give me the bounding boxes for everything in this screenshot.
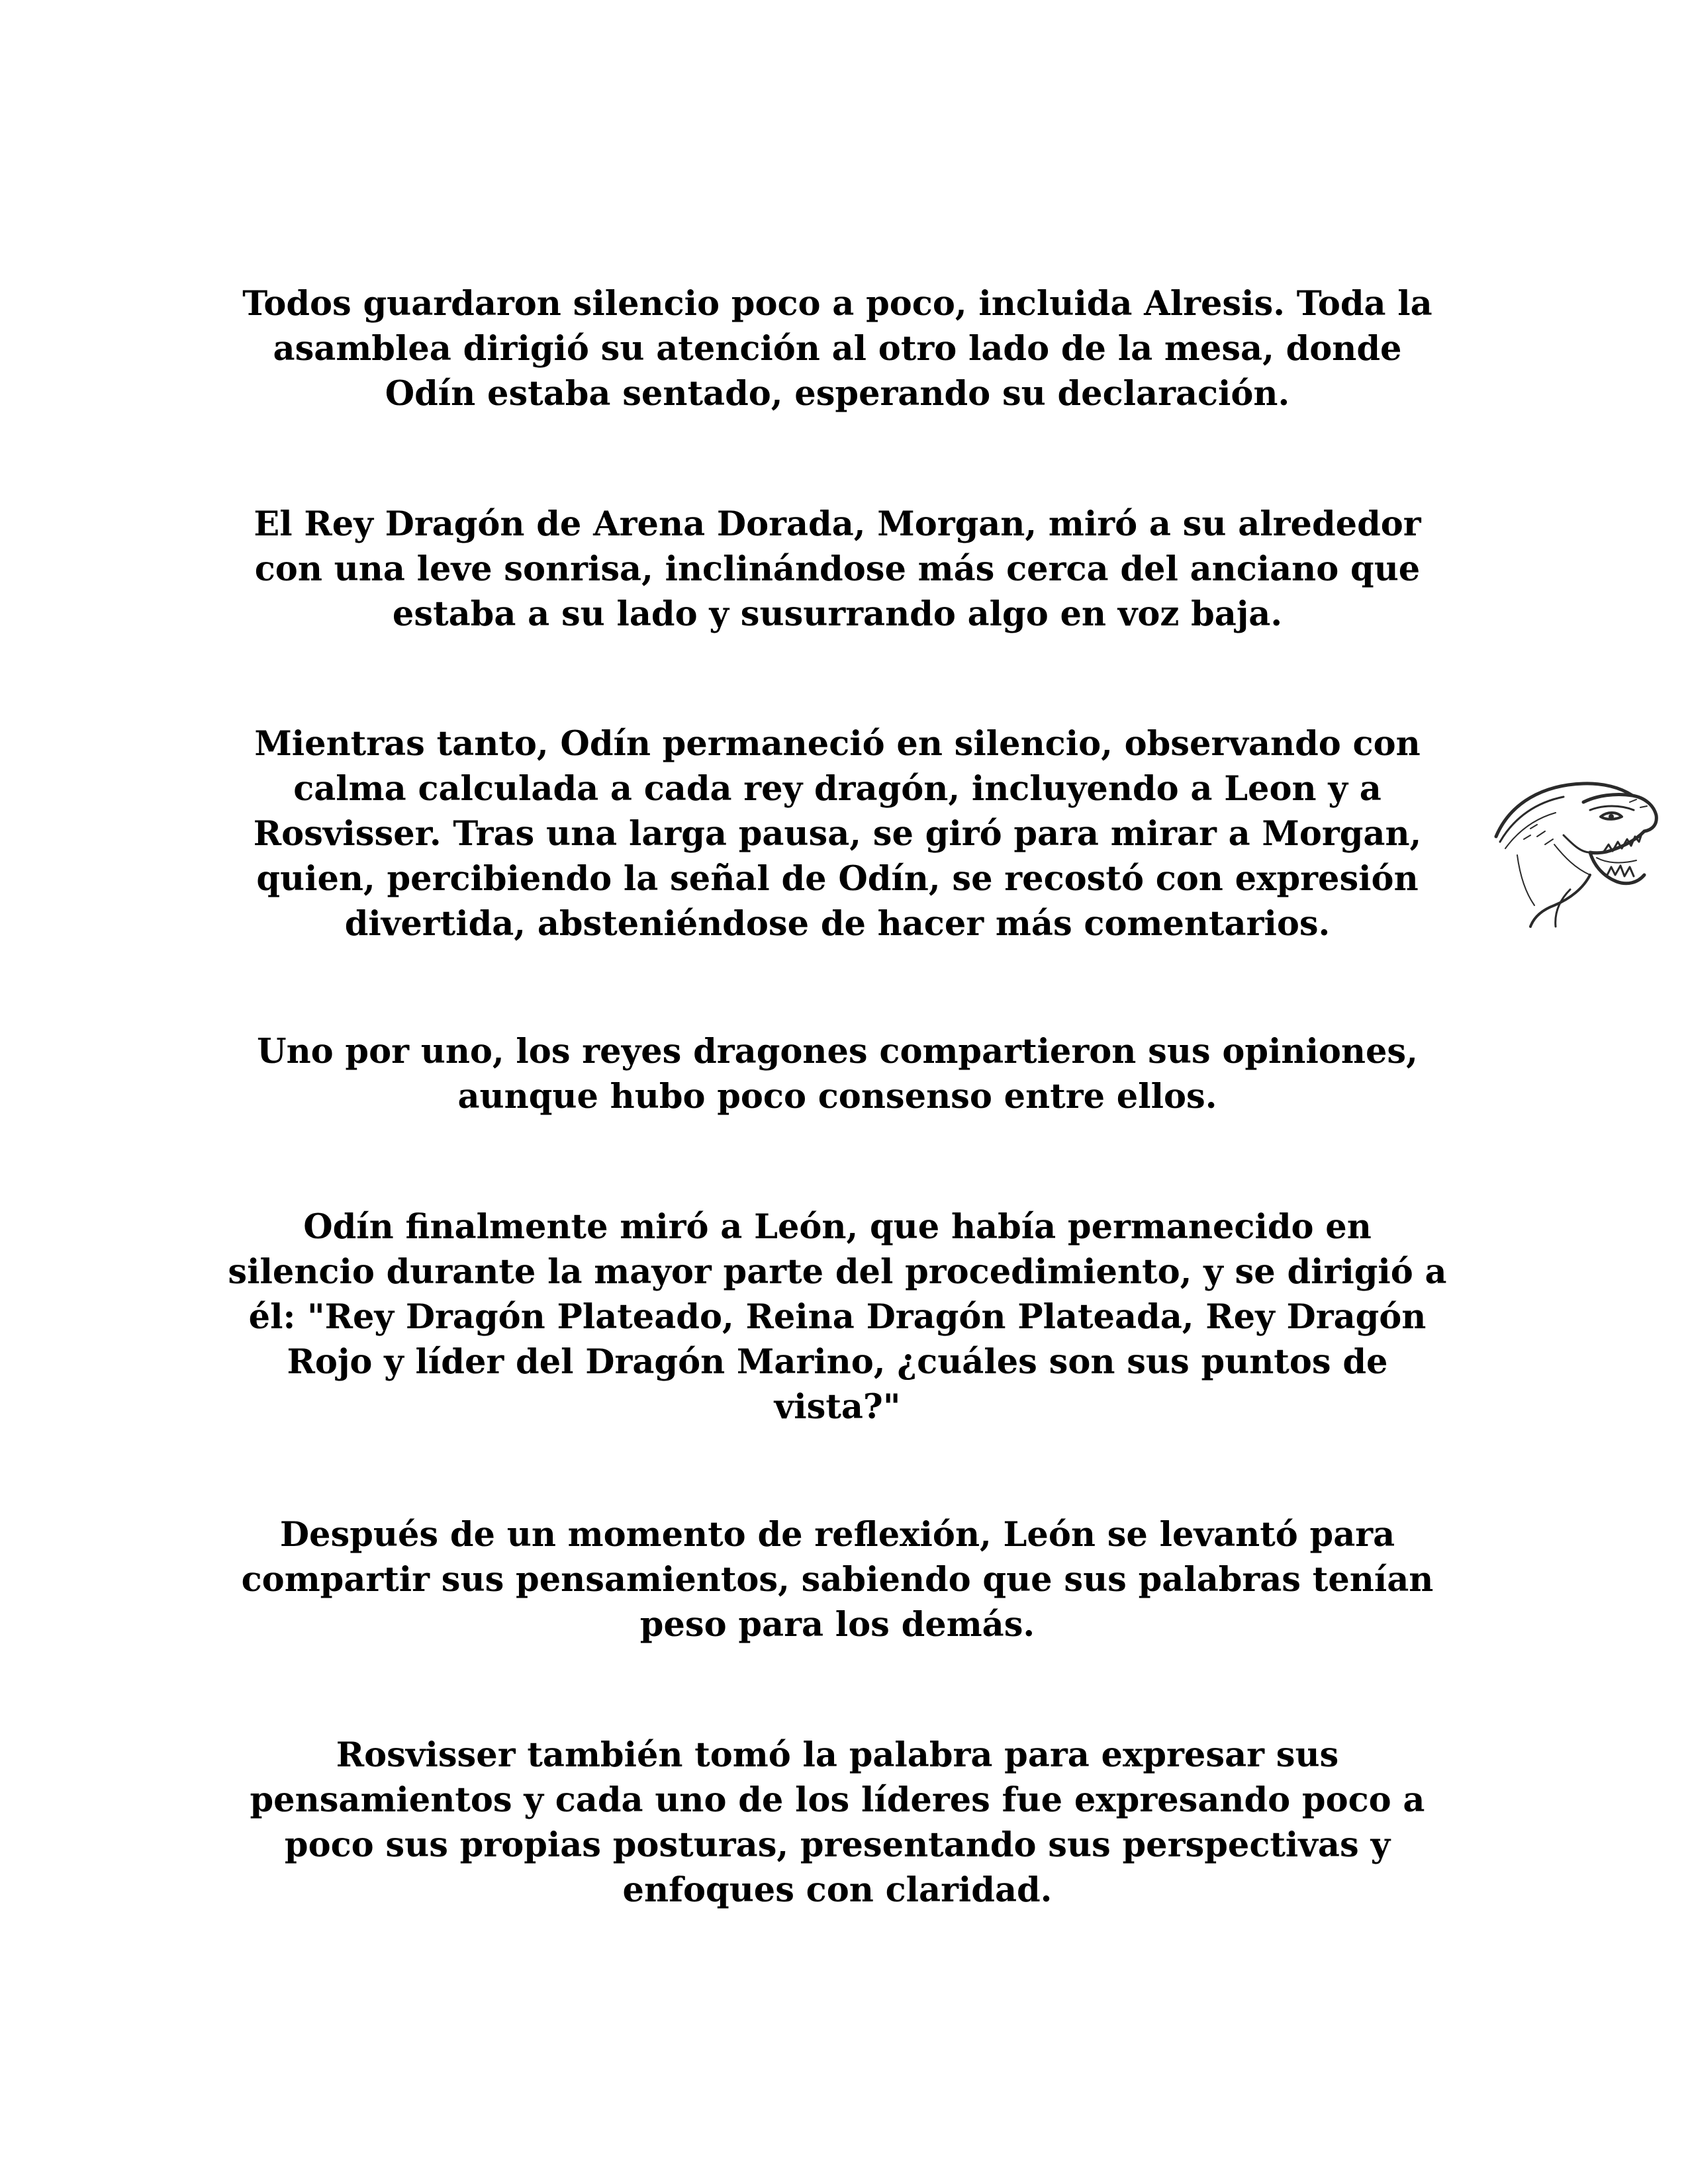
paragraph-1: Todos guardaron silencio poco a poco, incluida Alresis. Toda la asamblea dirigió su atención al otro lado de la mesa, donde Odín estaba sentado, esperando su declaración. [242, 284, 1432, 414]
paragraph-5: Odín finalmente miró a León, que había permanecido en silencio durante la mayor parte del procedimiento, y se dirigió a él: "Rey Dragón Plateado, Reina Dragón Plateada, Rey Dragón Rojo y líder del Dragón Marino, ¿cuáles son sus puntos de vista?" [228, 1207, 1447, 1427]
dragon-head-sketch-icon [1491, 776, 1664, 929]
paragraph-4: Uno por uno, los reyes dragones compartieron sus opiniones, aunque hubo poco consenso entre ellos. [257, 1032, 1418, 1116]
paragraph-2: El Rey Dragón de Arena Dorada, Morgan, miró a su alrededor con una leve sonrisa, inclinándose más cerca del anciano que estaba a su lado y susurrando algo en voz baja. [254, 504, 1421, 634]
paragraph-6: Después de un momento de reflexión, León se levantó para compartir sus pensamientos, sabiendo que sus palabras tenían peso para los demás. [241, 1515, 1434, 1645]
paragraph-3: Mientras tanto, Odín permaneció en silencio, observando con calma calculada a cada rey dragón, incluyendo a Leon y a Rosvisser. Tras una larga pausa, se giró para mirar a Morgan, quien, percibiendo la señal de Odín, se recostó con expresión divertida, absteniéndose de hacer más comentarios. [253, 724, 1422, 944]
paragraph-7: Rosvisser también tomó la palabra para expresar sus pensamientos y cada uno de los líderes fue expresando poco a poco sus propias posturas, presentando sus perspectivas y enfoques con claridad. [250, 1735, 1425, 1910]
